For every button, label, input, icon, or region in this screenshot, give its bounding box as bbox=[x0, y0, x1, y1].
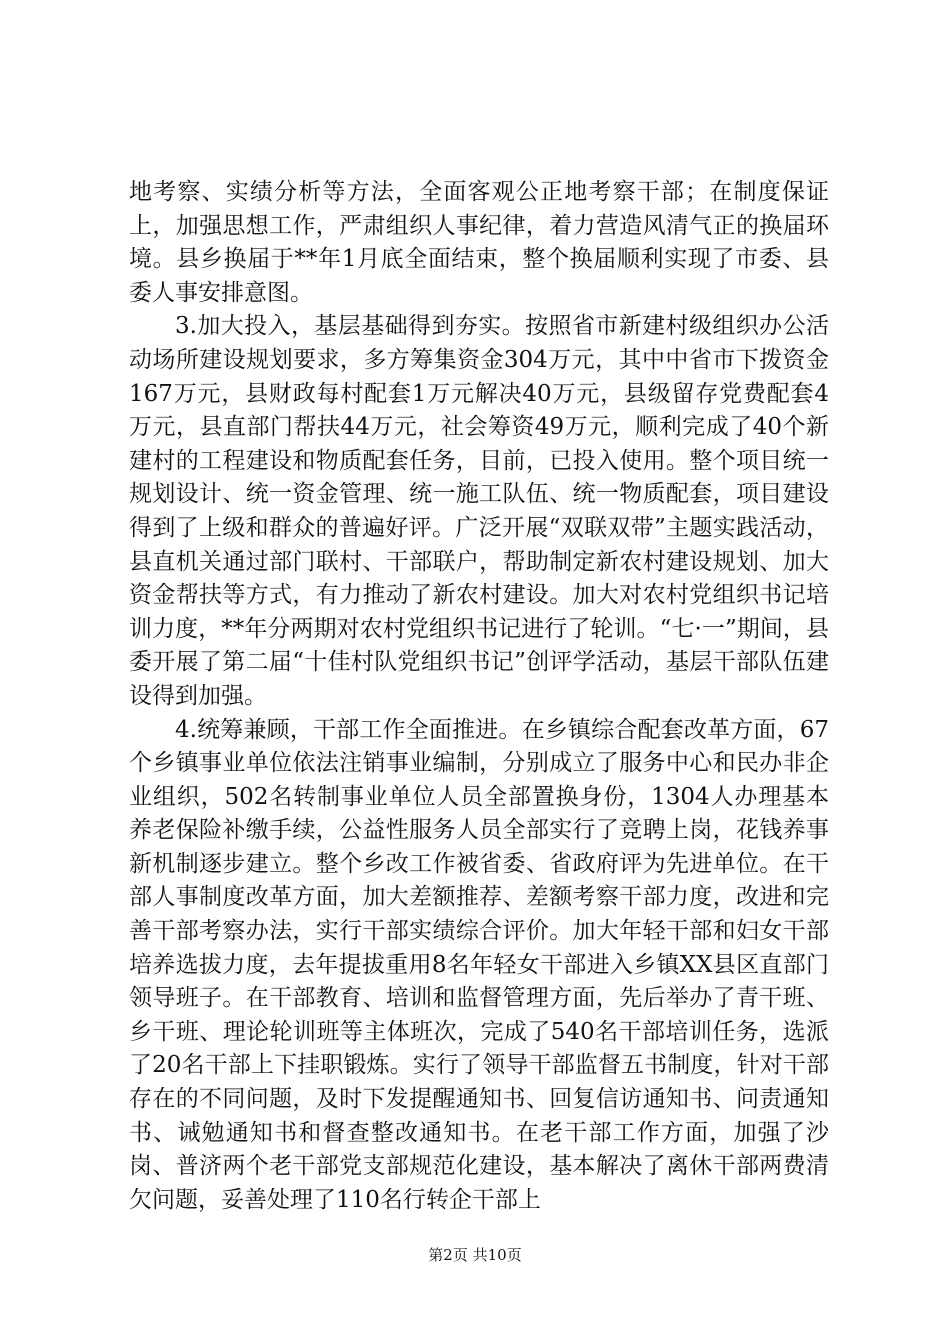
paragraph-section-3: 3.加大投入，基层基础得到夯实。按照省市新建村级组织办公活动场所建设规划要求，多方筹集资金304万元，其中中省市下拨资金167万元，县财政每村配套1万元解决40万元，县级留存党费配套4万元，县直部门帮扶44万元，社会筹资49万元，顺利完成了40个新建村的工程建设和物质配套任务，目前，已投入使用。整个项目统一规划设计、统一资金管理、统一施工队伍、统一物质配套，项目建设得到了上级和群众的普遍好评。广泛开展“双联双带”主题实践活动，县直机关通过部门联村、干部联户，帮助制定新农村建设规划、加大资金帮扶等方式，有力推动了新农村建设。加大对农村党组织书记培训力度，**年分两期对农村党组织书记进行了轮训。“七·一”期间，县委开展了第二届“十佳村队党组织书记”创评学活动，基层干部队伍建设得到加强。 bbox=[129, 313, 829, 709]
document-body bbox=[129, 176, 829, 1217]
paragraph-continuation: 地考察、实绩分析等方法，全面客观公正地考察干部；在制度保证上，加强思想工作，严肃组织人事纪律，着力营造风清气正的换届环境。县乡换届于**年1月底全面结束，整个换届顺利实现了市委、县委人事安排意图。 bbox=[129, 179, 829, 306]
page-footer bbox=[0, 1244, 950, 1265]
paragraph-section-4: 4.统筹兼顾，干部工作全面推进。在乡镇综合配套改革方面，67个乡镇事业单位依法注销事业编制，分别成立了服务中心和民办非企业组织，502名转制事业单位人员全部置换身份，1304人办理基本养老保险补缴手续，公益性服务人员全部实行了竞聘上岗，花钱养事新机制逐步建立。整个乡改工作被省委、省政府评为先进单位。在干部人事制度改革方面，加大差额推荐、差额考察干部力度，改进和完善干部考察办法，实行干部实绩综合评价。加大年轻干部和妇女干部培养选拔力度，去年提拔重用8名年轻女干部进入乡镇XX县区直部门领导班子。在干部教育、培训和监督管理方面，先后举办了青干班、乡干班、理论轮训班等主体班次，完成了540名干部培训任务，选派了20名干部上下挂职锻炼。实行了领导干部监督五书制度，针对干部存在的不同问题，及时下发提醒通知书、回复信访通知书、问责通知书、诫勉通知书和督查整改通知书。在老干部工作方面，加强了沙岗、普济两个老干部党支部规范化建设，基本解决了离休干部两费清欠问题，妥善处理了110名行转企干部上 bbox=[129, 716, 829, 1213]
page-number-label: 第2页 共10页 bbox=[428, 1246, 522, 1264]
